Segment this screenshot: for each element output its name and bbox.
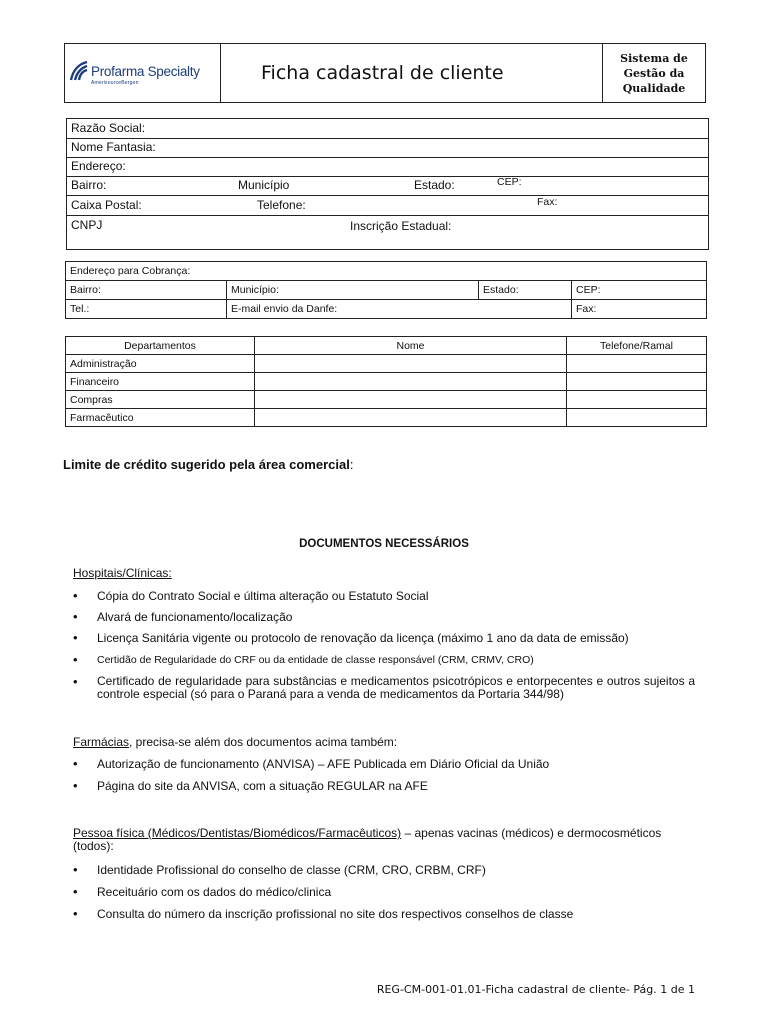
billing-title: Endereço para Cobrança: bbox=[66, 262, 707, 281]
cnpj-row[interactable] bbox=[67, 216, 708, 248]
company-data-box bbox=[66, 118, 709, 250]
caixa-postal-label: Caixa Postal: bbox=[71, 198, 142, 212]
dept-header-telefone: Telefone/Ramal bbox=[567, 337, 707, 355]
billing-bairro-cell[interactable]: Bairro: bbox=[66, 281, 227, 300]
dept-name-cell: Administração bbox=[66, 355, 255, 373]
billing-email-danfe-cell[interactable]: E-mail envio da Danfe: bbox=[227, 300, 572, 319]
logo-name: Profarma Specialty bbox=[91, 63, 200, 79]
dept-name-cell: Farmacêutico bbox=[66, 409, 255, 427]
dept-nome-input[interactable] bbox=[255, 355, 567, 373]
dept-phone-input[interactable] bbox=[567, 409, 707, 427]
cep-label: CEP: bbox=[497, 176, 522, 188]
pharmacies-list bbox=[73, 757, 695, 793]
razao-social-label: Razão Social: bbox=[71, 121, 146, 135]
documents-title: DOCUMENTOS NECESSÁRIOS bbox=[299, 538, 469, 550]
logo-subtitle: AmerisourceBergen bbox=[91, 80, 139, 86]
inscricao-estadual-label: Inscrição Estadual: bbox=[350, 219, 452, 233]
credit-limit-label: Limite de crédito sugerido pela área comercial bbox=[63, 457, 350, 472]
logo bbox=[65, 44, 221, 103]
fax-label: Fax: bbox=[537, 196, 558, 208]
endereco-row[interactable] bbox=[67, 157, 708, 177]
billing-cep-cell[interactable]: CEP: bbox=[572, 281, 707, 300]
list-item: • Identidade Profissional do conselho de classe (CRM, CRO, CRBM, CRF) bbox=[73, 863, 695, 877]
dept-phone-input[interactable] bbox=[567, 373, 707, 391]
list-item: • Licença Sanitária vigente ou protocolo de renovação da licença (máximo 1 ano da data de emissão) bbox=[73, 631, 695, 645]
quality-system-label: Sistema de Gestão da Qualidade bbox=[603, 44, 706, 103]
form-header bbox=[64, 43, 706, 103]
individuals-heading: Pessoa física (Médicos/Dentistas/Biomédicos/Farmacêuticos) – apenas vacinas (médicos) e dermocosméticos (todos): bbox=[73, 826, 662, 853]
razao-social-row[interactable] bbox=[67, 119, 708, 139]
credit-limit-line: Limite de crédito sugerido pela área comercial: bbox=[63, 457, 354, 472]
page-footer: REG-CM-001-01.01-Ficha cadastral de cliente- Pág. 1 de 1 bbox=[376, 983, 695, 996]
dept-name-cell: Financeiro bbox=[66, 373, 255, 391]
dept-nome-input[interactable] bbox=[255, 409, 567, 427]
billing-tel-cell[interactable]: Tel.: bbox=[66, 300, 227, 319]
list-item: • Autorização de funcionamento (ANVISA) – AFE Publicada em Diário Oficial da União bbox=[73, 757, 695, 771]
telefone-label: Telefone: bbox=[257, 198, 306, 212]
list-item: • Certidão de Regularidade do CRF ou da entidade de classe responsável (CRM, CRMV, CRO) bbox=[73, 653, 695, 667]
profarma-logo-icon bbox=[69, 60, 89, 82]
page-title: Ficha cadastral de cliente bbox=[221, 44, 603, 103]
billing-address-table bbox=[65, 261, 707, 319]
table-row bbox=[66, 373, 707, 391]
bairro-row[interactable] bbox=[67, 176, 708, 196]
dept-header-nome: Nome bbox=[255, 337, 567, 355]
estado-label: Estado: bbox=[414, 178, 455, 192]
hospitals-heading: Hospitais/Clínicas: bbox=[73, 566, 172, 580]
table-row bbox=[66, 391, 707, 409]
pharmacies-heading: Farmácias, precisa-se além dos documentos acima também: bbox=[73, 735, 398, 749]
hospitals-list bbox=[73, 589, 695, 701]
list-item: • Receituário com os dados do médico/clinica bbox=[73, 885, 695, 899]
billing-fax-cell[interactable]: Fax: bbox=[572, 300, 707, 319]
table-row bbox=[66, 355, 707, 373]
dept-name-cell: Compras bbox=[66, 391, 255, 409]
list-item: • Cópia do Contrato Social e última alteração ou Estatuto Social bbox=[73, 589, 695, 603]
table-row bbox=[66, 409, 707, 427]
billing-municipio-cell[interactable]: Município: bbox=[227, 281, 479, 300]
dept-header-departamentos: Departamentos bbox=[66, 337, 255, 355]
billing-estado-cell[interactable]: Estado: bbox=[479, 281, 572, 300]
list-item: • Página do site da ANVISA, com a situação REGULAR na AFE bbox=[73, 779, 695, 793]
municipio-label: Município bbox=[238, 178, 290, 192]
bairro-label: Bairro: bbox=[71, 178, 107, 192]
cnpj-label: CNPJ bbox=[71, 218, 103, 232]
dept-nome-input[interactable] bbox=[255, 391, 567, 409]
dept-phone-input[interactable] bbox=[567, 355, 707, 373]
endereco-label: Endereço: bbox=[71, 159, 126, 173]
dept-phone-input[interactable] bbox=[567, 391, 707, 409]
list-item: • Certificado de regularidade para substâncias e medicamentos psicotrópicos e entorpecentes e outros sujeitos a controle especial (só para o Paraná para a venda de medicamentos da Portaria 344/98) bbox=[73, 675, 695, 701]
list-item: • Alvará de funcionamento/localização bbox=[73, 610, 695, 624]
list-item: • Consulta do número da inscrição profissional no site dos respectivos conselhos de classe bbox=[73, 907, 695, 921]
nome-fantasia-row[interactable] bbox=[67, 138, 708, 158]
nome-fantasia-label: Nome Fantasia: bbox=[71, 140, 156, 154]
departments-table bbox=[65, 336, 707, 427]
individuals-list bbox=[73, 863, 695, 921]
caixa-postal-row[interactable] bbox=[67, 196, 708, 216]
dept-nome-input[interactable] bbox=[255, 373, 567, 391]
